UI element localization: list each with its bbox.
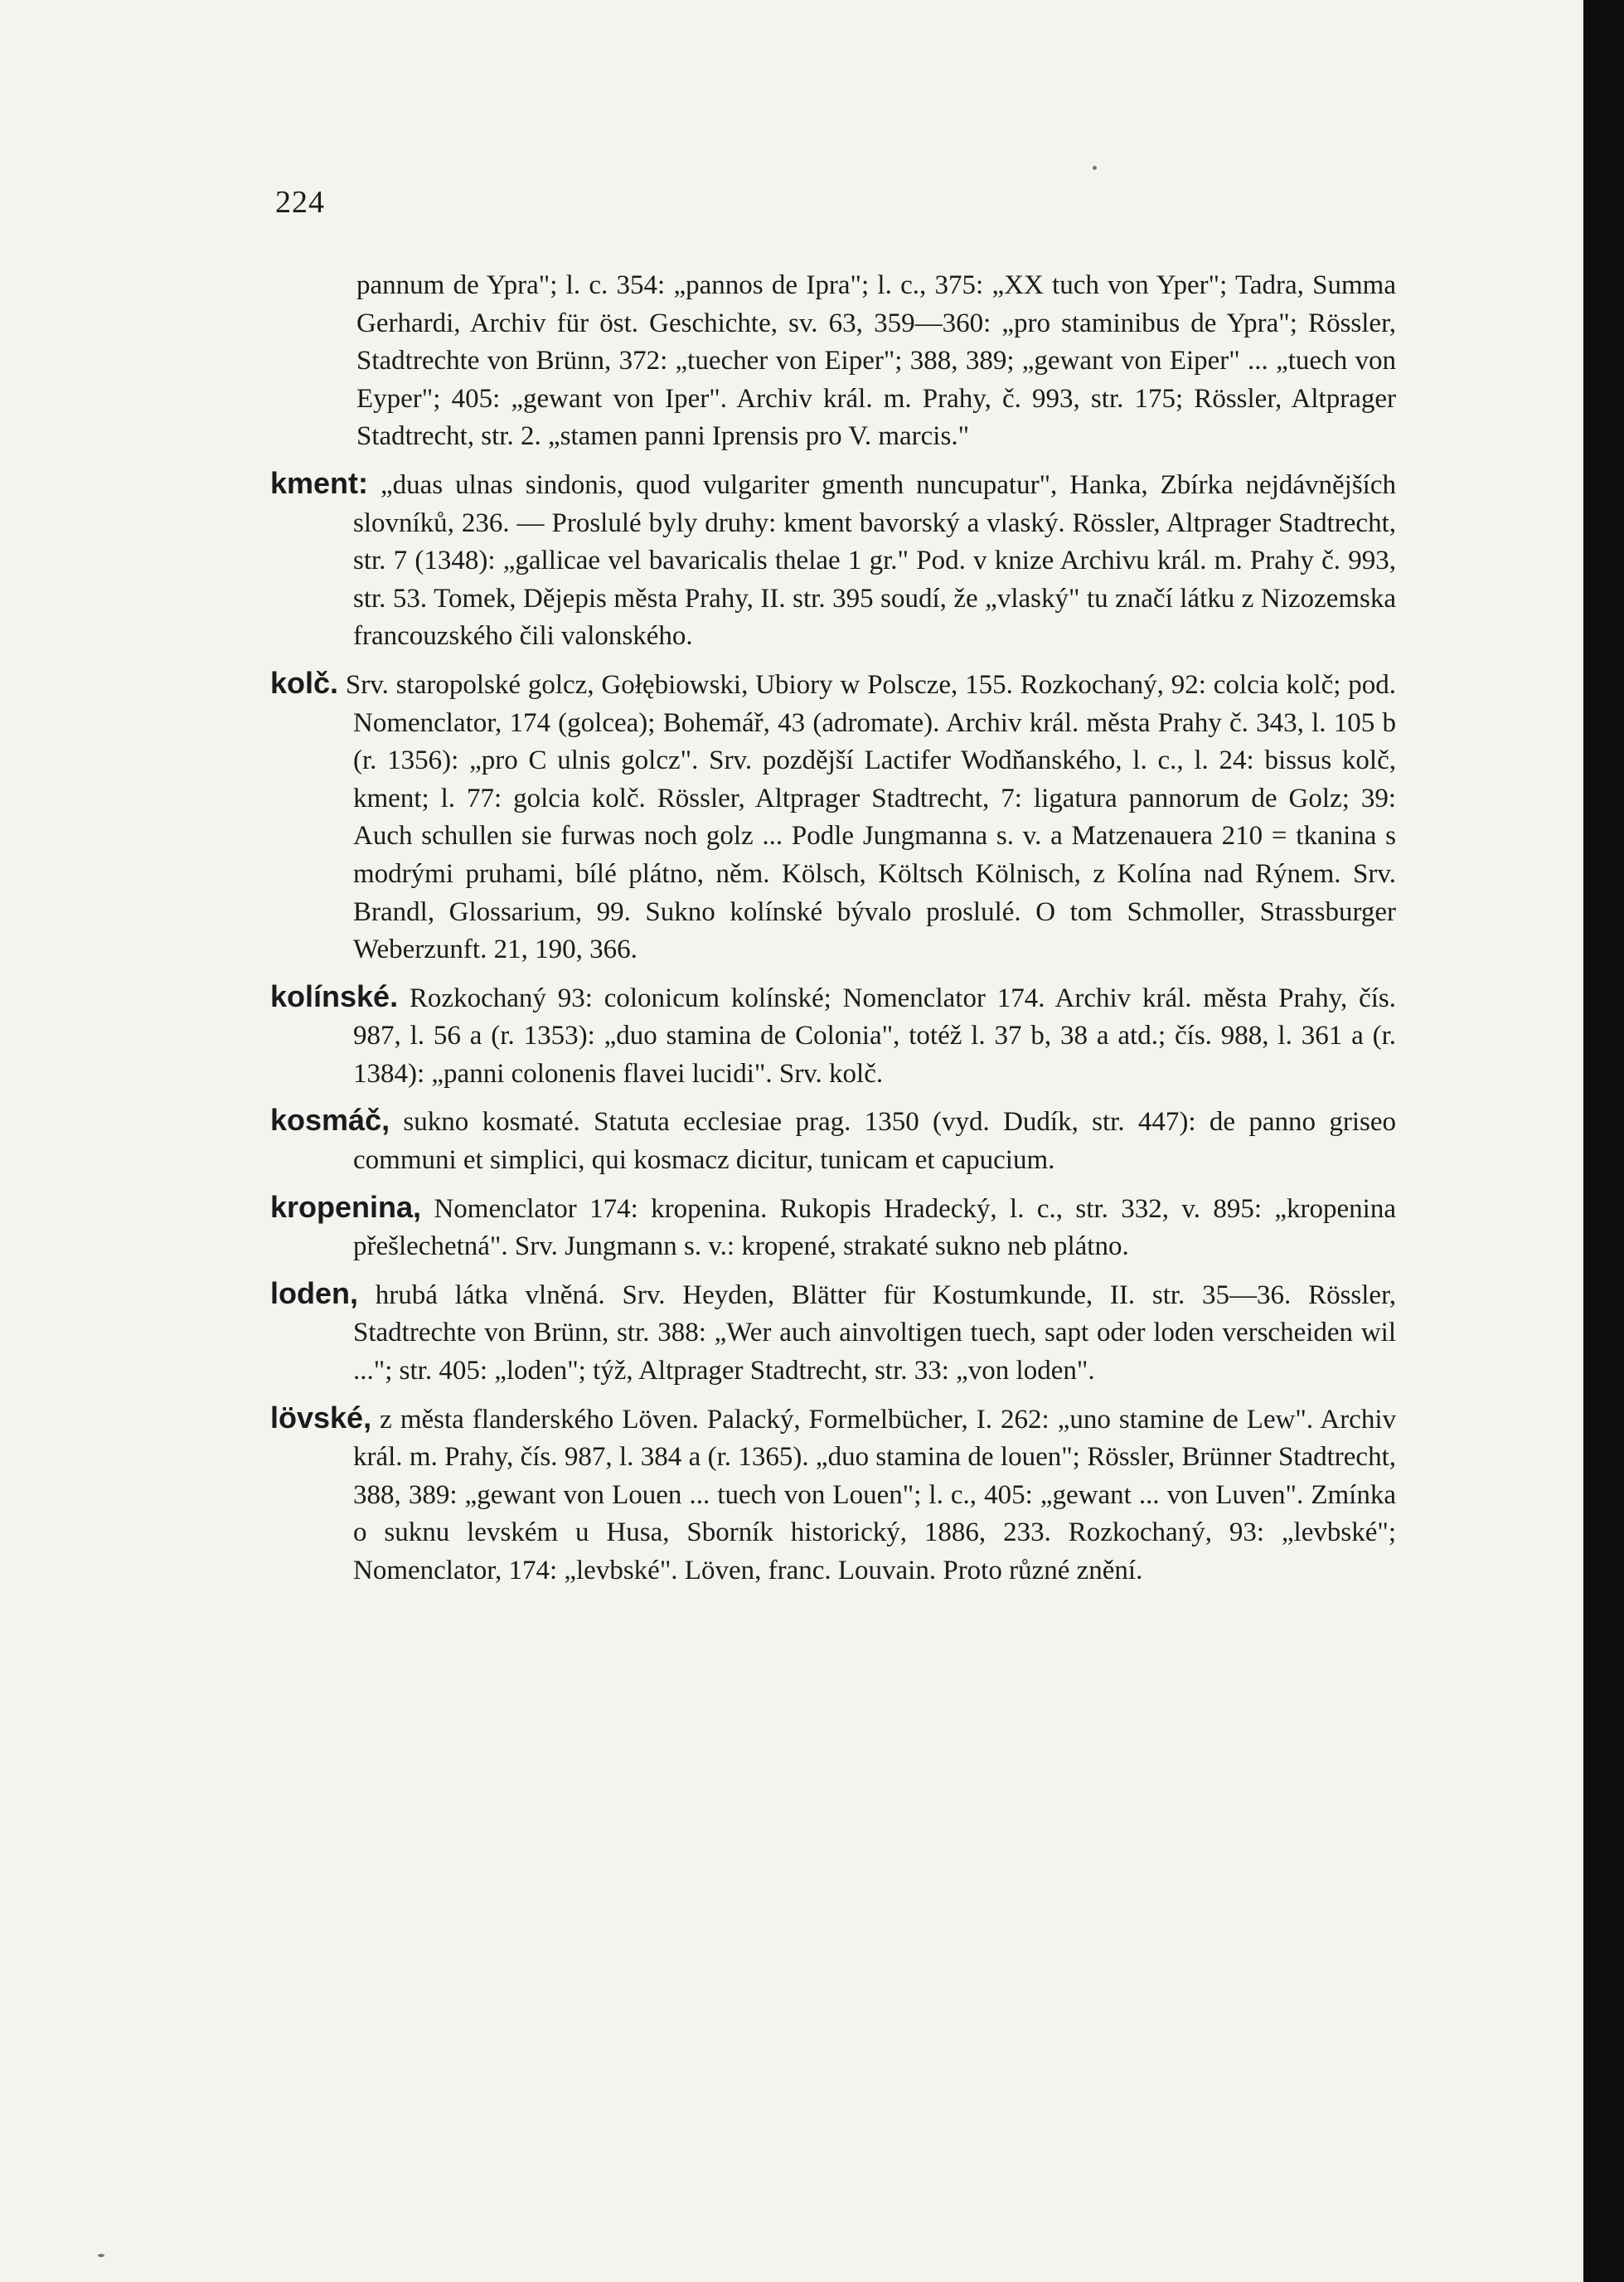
page-number: 224 (275, 185, 325, 220)
entry-kment (270, 464, 1396, 656)
headword: kropenina, (270, 1189, 422, 1224)
headword: kolínské. (270, 978, 399, 1013)
scan-speck (1093, 166, 1097, 170)
dictionary-text (270, 267, 1396, 1590)
entry-kolc (270, 664, 1396, 969)
scan-speck (98, 2254, 104, 2257)
entry-kropenina (270, 1188, 1396, 1266)
entry-text: sukno kosmaté. Statuta ecclesiae prag. 1350 (vyd. Dudík, str. 447): de panno griseo communi et simplici, qui kosmacz dicitur, tunicam et capucium. (353, 1107, 1396, 1176)
entry-text: hrubá látka vlněná. Srv. Heyden, Blätter für Kostumkunde, II. str. 35—36. Rössler, Stadtrechte von Brünn, str. 388: „Wer auch ainvoltigen tuech, sapt oder loden verscheiden wil ..."; str. 405: „loden"; týž, Altprager Stadtrecht, str. 33: „von loden". (353, 1279, 1396, 1386)
entry-text: Nomenclator 174: kropenina. Rukopis Hradecký, l. c., str. 332, v. 895: „kropenina přešlechetná". Srv. Jungmann s. v.: kropené, strakaté sukno neb plátno. (353, 1193, 1396, 1262)
page-edge-shadow (1583, 0, 1624, 2282)
entry-text: z města flanderského Löven. Palacký, Formelbücher, I. 262: „uno stamine de Lew". Archiv král. m. Prahy, čís. 987, l. 384 a (r. 1365). „duo stamina de louen"; Rössler, Brünner Stadtrecht, 388, 389: „gewant von Louen ... tuech von Louen"; l. c., 405: „gewant ... von Luven". Zmínka o suknu levském u Husa, Sborník historický, 1886, 233. Rozkochaný, 93: „levbské"; Nomenclator, 174: „levbské". Löven, franc. Louvain. Proto různé znění. (353, 1404, 1397, 1585)
headword: kment: (270, 465, 369, 500)
headword: loden, (270, 1275, 358, 1310)
intro-paragraph: pannum de Ypra"; l. c. 354: „pannos de Ipra"; l. c., 375: „XX tuch von Yper"; Tadra, Summa Gerhardi, Archiv für öst. Geschichte, sv. 63, 359—360: „pro staminibus de Ypra"; Rössler, Stadtrechte von Brünn, 372: „tuecher von Eiper"; 388, 389; „gewant von Eiper" ... „tuech von Eyper"; 405: „gewant von Iper". Archiv král. m. Prahy, č. 993, str. 175; Rössler, Altprager Stadtrecht, str. 2. „stamen panni Iprensis pro V. marcis." (356, 270, 1396, 452)
entry-kosmac (270, 1101, 1396, 1179)
entry-text: Srv. staropolské golcz, Gołębiowski, Ubiory w Polscze, 155. Rozkochaný, 92: colcia kolč; pod. Nomenclator, 174 (golcea); Bohemář, 43 (adromate). Archiv král. města Prahy č. 343, l. 105 b (r. 1356): „pro C ulnis golcz". Srv. pozdější Lactifer Wodňanského, l. c., l. 24: bissus kolč, kment; l. 77: golcia kolč. Rössler, Altprager Stadtrecht, 7: ligatura pannorum de Golz; 39: Auch schullen sie furwas noch golz ... Podle Jungmanna s. v. a Matzenauera 210 = tkanina s modrými pruhami, bílé plátno, něm. Kölsch, Költsch Kölnisch, z Kolína nad Rýnem. Srv. Brandl, Glossarium, 99. Sukno kolínské bývalo proslulé. O tom Schmoller, Strassburger Weberzunft. 21, 190, 366. (345, 669, 1396, 965)
headword: kosmáč, (270, 1103, 390, 1138)
entry-text: „duas ulnas sindonis, quod vulgariter gmenth nuncupatur", Hanka, Zbírka nejdávnějších slovníků, 236. — Proslulé byly druhy: kment bavorský a vlaský. Rössler, Altprager Stadtrecht, str. 7 (1348): „gallicae vel bavaricalis thelae 1 gr." Pod. v knize Archivu král. m. Prahy č. 993, str. 53. Tomek, Dějepis města Prahy, II. str. 395 soudí, že „vlaský" tu značí látku z Nizozemska francouzského čili valonského. (353, 469, 1396, 652)
headword: kolč. (270, 665, 339, 700)
entry-text: Rozkochaný 93: colonicum kolínské; Nomenclator 174. Archiv král. města Prahy, čís. 987, l. 56 a (r. 1353): „duo stamina de Colonia", totéž l. 37 b, 38 a atd.; čís. 988, l. 361 a (r. 1384): „panni colonenis flavei lucidi". Srv. kolč. (353, 983, 1397, 1089)
entry-lovske (270, 1399, 1396, 1590)
entry-kolinske (270, 978, 1396, 1094)
headword: lövské, (270, 1400, 372, 1435)
entry-loden (270, 1275, 1396, 1391)
